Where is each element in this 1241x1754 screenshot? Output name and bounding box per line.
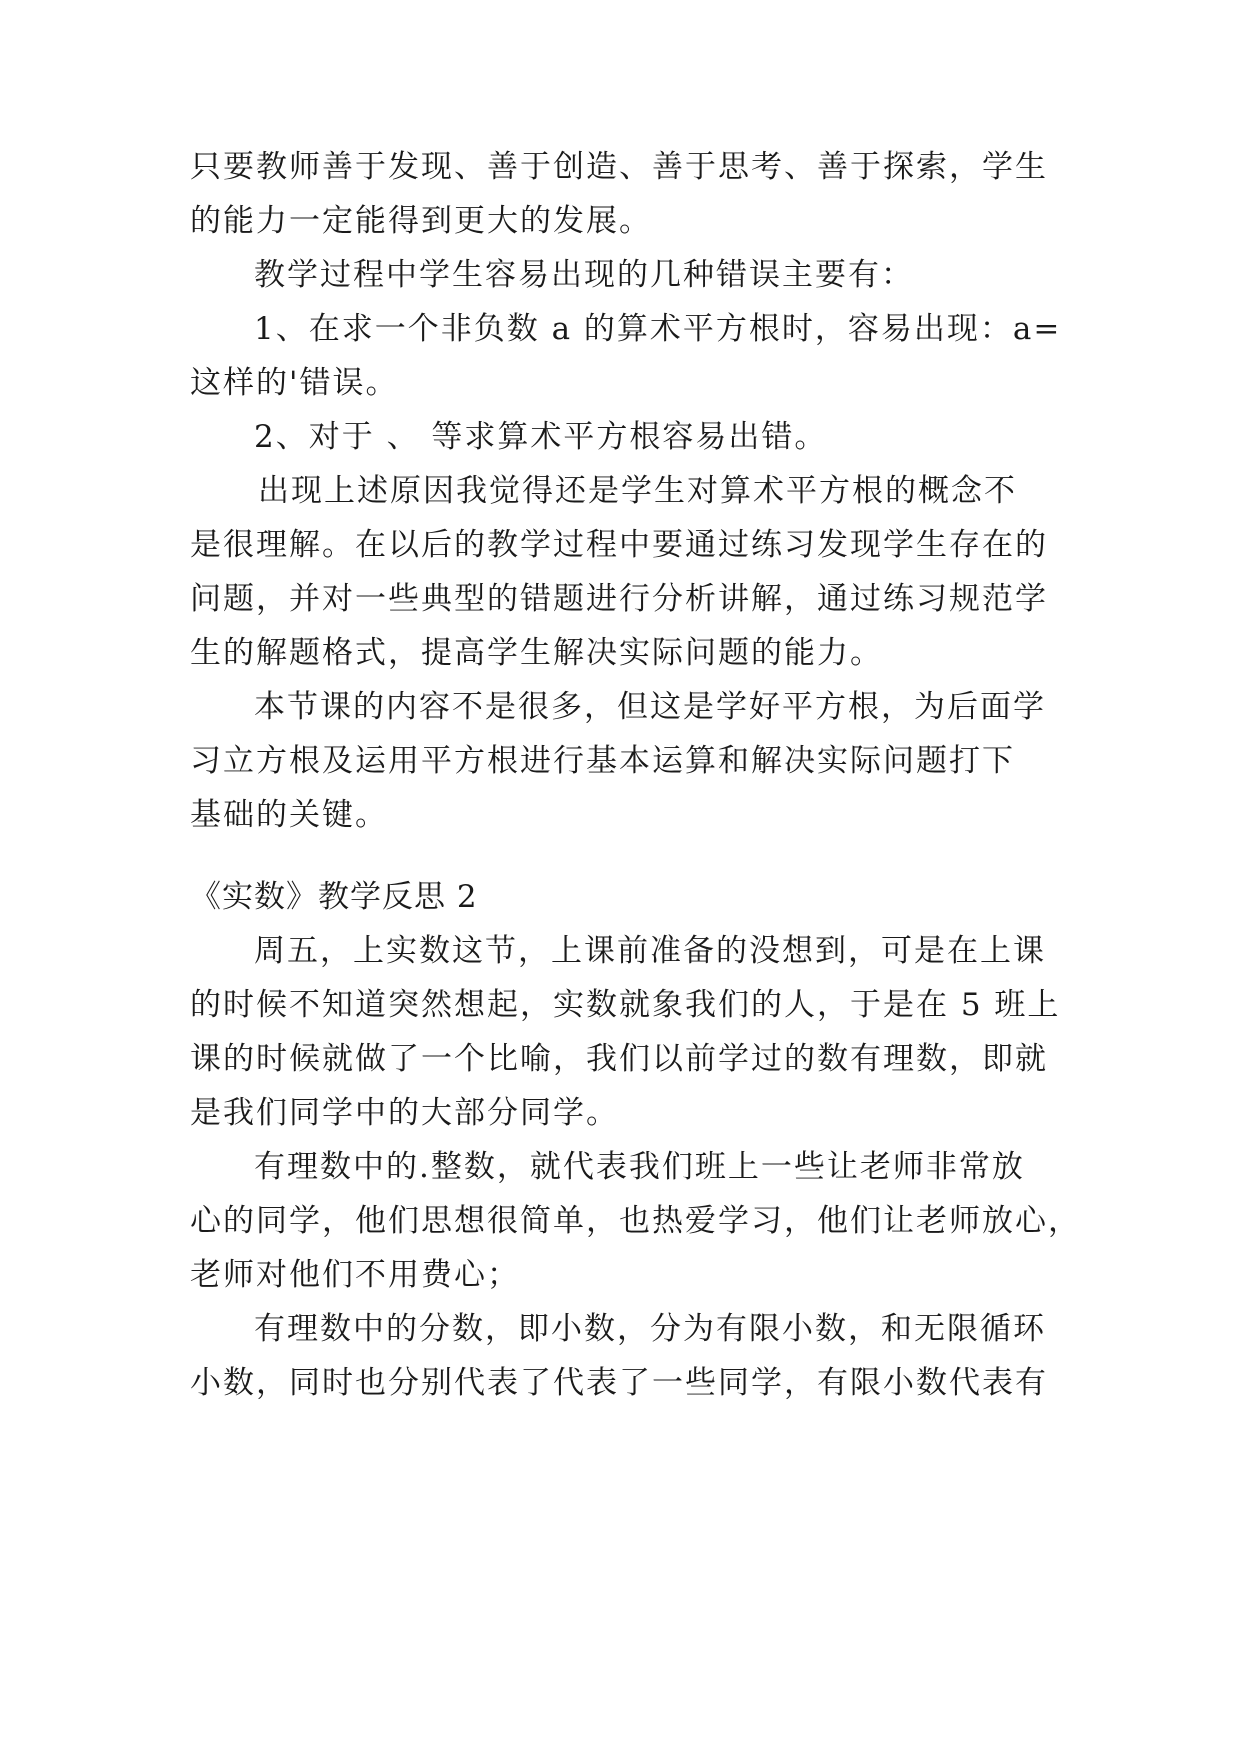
text-line: 的时候不知道突然想起，实数就象我们的人，于是在 5 班上 — [190, 987, 1061, 1023]
text-line: 周五，上实数这节，上课前准备的没想到，可是在上课 — [254, 933, 1046, 969]
text-line: 本节课的内容不是很多，但这是学好平方根，为后面学 — [254, 689, 1046, 725]
text-line: 出现上述原因我觉得还是学生对算术平方根的概念不 — [258, 473, 1017, 509]
paragraph-summary — [190, 680, 1050, 842]
paragraph-error-1 — [190, 302, 1062, 410]
text-line: 心的同学，他们思想很简单，也热爱学习，他们让老师放心， — [190, 1203, 1081, 1239]
text-line: 小数，同时也分别代表了代表了一些同学，有限小数代表有 — [190, 1365, 1048, 1401]
text-line: 有理数中的分数，即小数，分为有限小数，和无限循环 — [254, 1311, 1046, 1347]
text-line: 2、对于 、 等求算术平方根容易出错。 — [254, 419, 828, 455]
text-line: 课的时候就做了一个比喻，我们以前学过的数有理数，即就 — [190, 1041, 1048, 1077]
text-line: 的能力一定能得到更大的发展。 — [190, 203, 652, 239]
text-line: 问题，并对一些典型的错题进行分析讲解，通过练习规范学 — [190, 581, 1048, 617]
text-line: 是我们同学中的大部分同学。 — [190, 1095, 619, 1131]
text-line: 1、在求一个非负数 a 的算术平方根时，容易出现：a= — [254, 311, 1062, 347]
paragraph-reason — [190, 464, 1050, 680]
text-line: 只要教师善于发现、善于创造、善于思考、善于探索，学生 — [190, 149, 1048, 185]
paragraph-friday — [190, 924, 1061, 1140]
paragraph-errors-intro — [190, 248, 1050, 302]
text-line: 老师对他们不用费心； — [190, 1257, 520, 1293]
paragraph-teacher-ability — [190, 140, 1050, 248]
text-line: 习立方根及运用平方根进行基本运算和解决实际问题打下 — [190, 743, 1015, 779]
text-line: 基础的关键。 — [190, 797, 388, 833]
text-line: 有理数中的.整数，就代表我们班上一些让老师非常放 — [254, 1149, 1025, 1185]
text-line: 这样的'错误。 — [190, 365, 399, 401]
section-title-text: 《实数》教学反思 2 — [190, 879, 478, 915]
text-line: 是很理解。在以后的教学过程中要通过练习发现学生存在的 — [190, 527, 1048, 563]
paragraph-error-2 — [190, 410, 1050, 464]
paragraph-fractions — [190, 1302, 1050, 1410]
section-title — [190, 870, 1050, 924]
text-line: 教学过程中学生容易出现的几种错误主要有： — [254, 257, 914, 293]
text-line: 生的解题格式，提高学生解决实际问题的能力。 — [190, 635, 883, 671]
paragraph-integers — [190, 1140, 1081, 1302]
